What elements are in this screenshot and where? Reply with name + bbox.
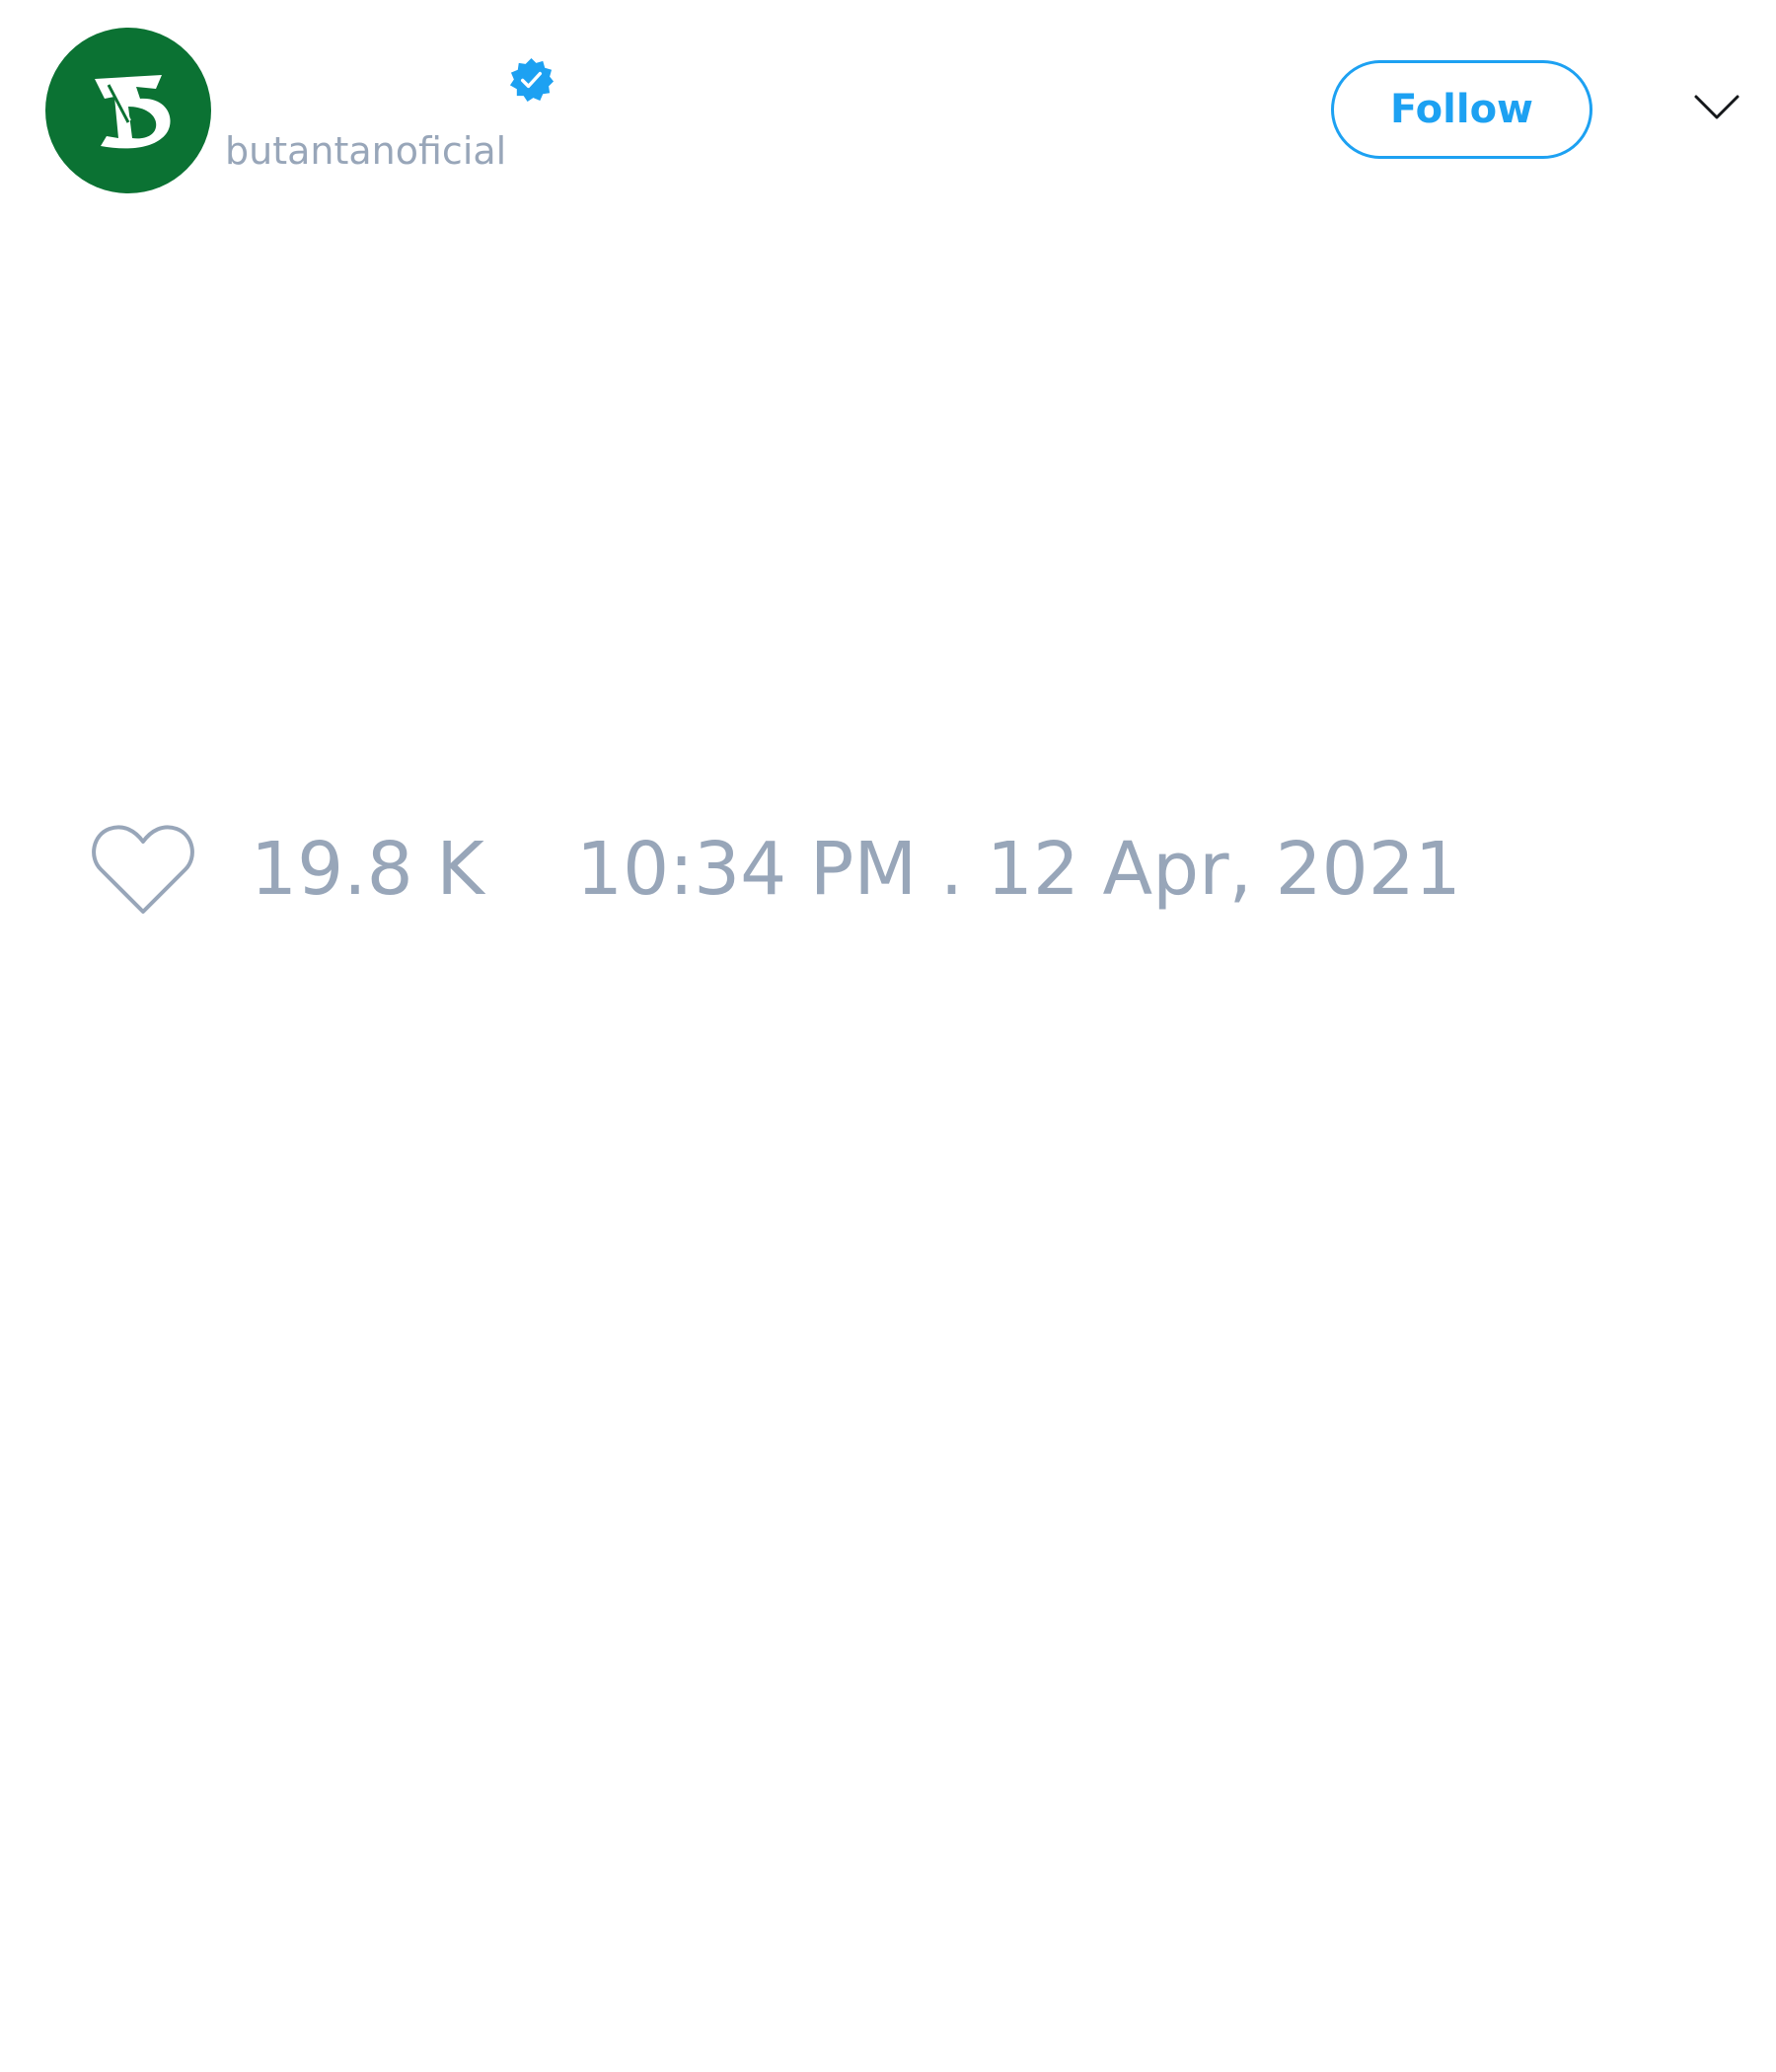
butantan-logo-icon xyxy=(45,28,211,193)
chevron-down-icon[interactable] xyxy=(1693,93,1740,122)
verified-badge-icon xyxy=(508,56,555,103)
follow-button[interactable]: Follow xyxy=(1331,60,1592,159)
tweet-timestamp[interactable]: 10:34 PM . 12 Apr, 2021 xyxy=(576,827,1461,912)
user-handle[interactable]: butantanoficial xyxy=(225,129,507,173)
tweet-footer xyxy=(0,819,1776,927)
heart-icon[interactable] xyxy=(91,821,195,916)
like-count: 19.8 K xyxy=(251,827,484,912)
avatar[interactable] xyxy=(45,28,211,193)
